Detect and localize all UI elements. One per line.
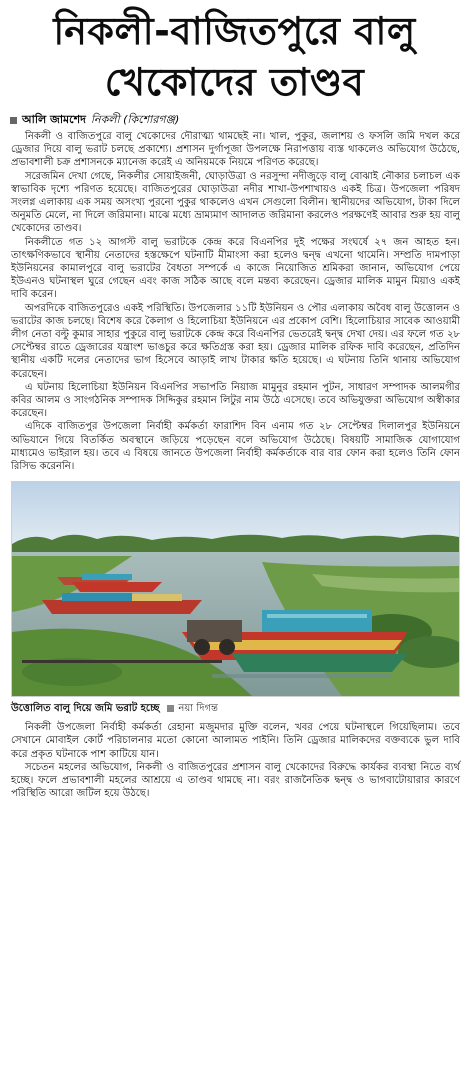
paragraph: এ ঘটনায় হিলোচিয়া ইউনিয়ন বিএনপির সভাপতি নিয়াজ মামুনুর রহমান পুটন, সাধারণ সম্পাদক আলমগীর কবির আলম ও সাংগঠনিক সম্পাদক সিদ্দিকুর রহমান লিটুর নাম উঠে এসেছে। তবে অভিযুক্তরা অভিযোগ অস্বীকার করেছেন। [11, 381, 460, 420]
article-body-top [0, 130, 469, 473]
photo-credit: নয়া দিগন্ত [178, 703, 218, 715]
bullet-square-icon [167, 705, 174, 712]
river-boats-image [12, 482, 459, 696]
news-photo [11, 481, 460, 697]
paragraph: অপরদিকে বাজিতপুরেও একই পরিস্থিতি। উপজেলার ১১টি ইউনিয়ন ও পৌর এলাকায় অবৈধ বালু উত্তোলন ও ভরাটের কাজ চলছে। বিশেষ করে কৈলাগ ও হিলোচিয়া ইউনিয়নে এর প্রকোপ বেশি। হিলোচিয়ার সাবেক আওয়ামী লীগ নেতা বল্টু কুমার সাহার পুকুরে বালু ভরাটকে কেন্দ্র করে বিএনপির ভেতরেই দ্বন্দ্ব দেখা দেয়। এর ফলে গত ২৮ সেপ্টেম্বর রাতে ড্রেজারের যন্ত্রাংশ ভাঙচুর করে ক্ষতিগ্রস্ত করা হয়। ড্রেজার মালিক রফিক দাবি করেছেন, প্রতিদিন স্থানীয় একটি দলের নেতাদের ভাগ হিসেবে আড়াই লাখ টাকার ক্ষতি হয়েছে। এ ঘটনায় তিনি থানায় অভিযোগ করেছেন। [11, 302, 460, 380]
byline [10, 112, 459, 128]
bullet-square-icon [10, 117, 17, 124]
article-body-bottom [0, 721, 469, 800]
paragraph: এদিকে বাজিতপুর উপজেলা নির্বাহী কর্মকর্তা ফারাশিদ বিন এনাম গত ২৮ সেপ্টেম্বর দিলালপুর ইউনিয়নে অভিযানে গিয়ে বিতর্কিত অবস্থানে জড়িয়ে পড়েছেন বলে অভিযোগ উঠেছে। বিষয়টি সামাজিক যোগাযোগ মাধ্যমেও ভাইরাল হয়। তবে এ বিষয়ে জানতে উপজেলা নির্বাহী কর্মকর্তাকে বার বার ফোন করা হলেও তিনি ফোন রিসিভ করেননি। [11, 421, 460, 473]
paragraph: নিকলীতে গত ১২ আগস্ট বালু ভরাটকে কেন্দ্র করে বিএনপির দুই পক্ষের সংঘর্ষে ২৭ জন আহত হন। তাৎক্ষণিকভাবে স্থানীয় নেতাদের হস্তক্ষেপে ঘটনাটি মীমাংসা করা হলেও দ্বন্দ্ব এখনো থামেনি। সম্প্রতি দামপাড়া ইউনিয়নের কামালপুরে বালু ভরাটের বৈধতা সম্পর্কে এ কাজে নিয়োজিত শ্রমিকরা জানান, অভিযোগ পেয়ে ইউএনও ঘটনাস্থল ঘুরে গেছেন এবং কাজ সঠিক আছে বলে মন্তব্য করেছেন। ড্রেজার মালিক মামুন মিয়াও একই দাবি করেন। [11, 236, 460, 301]
byline-author: আলি জামশেদ [22, 113, 86, 126]
paragraph: সচেতন মহলের অভিযোগ, নিকলী ও বাজিতপুরের প্রশাসন বালু খেকোদের বিরুদ্ধে কার্যকর ব্যবস্থা নিতে ব্যর্থ হচ্ছে। ফলে প্রভাবশালী মহলের আশ্রয়ে এ তাণ্ডব থামছে না। বরং রাজনৈতিক দ্বন্দ্ব ও ভাগবাটোয়ারার কারণে পরিস্থিতি আরো জটিল হয়ে উঠছে। [11, 761, 460, 800]
headline-line-2: খেকোদের তাণ্ডব [104, 60, 365, 104]
paragraph: নিকলী উপজেলা নির্বাহী কর্মকর্তা রেহানা মজুমদার মুক্তি বলেন, খবর পেয়ে ঘটনাস্থলে গিয়েছিলাম। তবে সেখানে মোবাইল কোর্ট পরিচালনার মতো কোনো আলামত পাইনি। তিনি ড্রেজার মালিকদের বক্তব্যকে ভুল দাবি করে প্রকৃত ঘটনাকে পাশ কাটিয়ে যান। [11, 722, 460, 760]
byline-place: নিকলী (কিশোরগঞ্জ) [90, 113, 180, 126]
paragraph: সরেজমিন দেখা গেছে, নিকলীর সোয়াইজনী, ঘোড়াউত্রা ও নরসুন্দা নদীজুড়ে বালু বোঝাই নৌকার চলাচল এক স্বাভাবিক দৃশ্যে পরিণত হয়েছে। বাজিতপুরের ঘোড়াউত্রা নদীর শাখা-উপশাখায়ও একই চিত্র। উপজেলা পরিষদ সংলগ্ন এলাকায় এক সময় অসংখ্য পুরনো পুকুর থাকলেও এখন সেগুলো বিলীন। স্থানীয়দের অভিযোগ, টাকা দিলে অনুমতি মেলে, না দিলে জরিমানা। মাঝে মধ্যে ভ্রাম্যমাণ আদালত জরিমানা করলেও পরক্ষণেই আবার শুরু হয় বালু খেকোদের তাণ্ডব। [11, 170, 460, 235]
paragraph: নিকলী ও বাজিতপুরে বালু খেকোদের দৌরাত্ম্য থামছেই না। খাল, পুকুর, জলাশয় ও ফসলি জমি দখল করে ড্রেজার দিয়ে বালু ভরাট চলছে প্রকাশ্যে। প্রশাসন দুর্গাপূজা উপলক্ষে নিরাপত্তায় ব্যস্ত থাকলেও অভিযোগ উঠেছে, প্রভাবশালী চক্র প্রশাসনকে ম্যানেজ করেই এ অনিয়মকে নিয়মে পরিণত করেছে। [11, 131, 460, 169]
caption-text: উত্তোলিত বালু দিয়ে জমি ভরাট হচ্ছে [11, 703, 160, 715]
photo-caption [11, 702, 458, 715]
headline-line-1: নিকলী-বাজিতপুরে বালু [53, 9, 416, 53]
headline [0, 0, 469, 108]
